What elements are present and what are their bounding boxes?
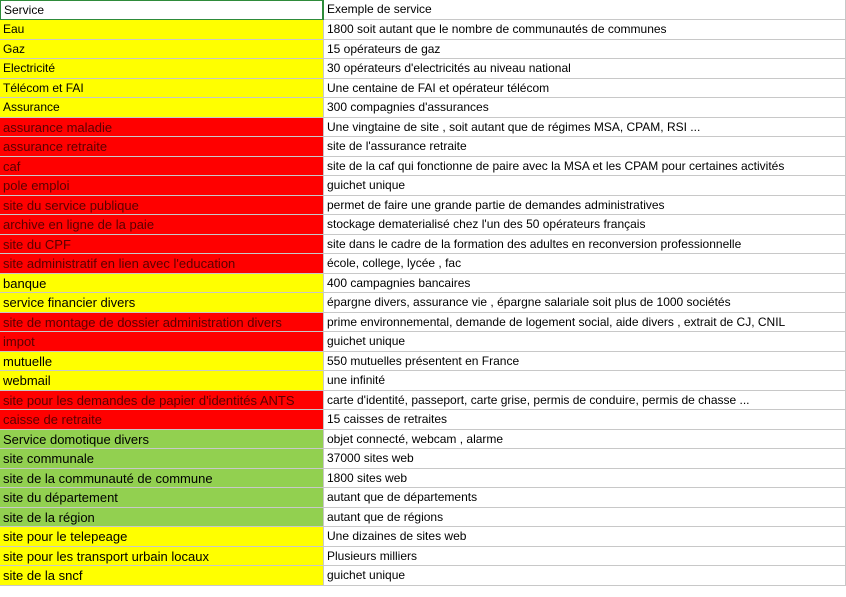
example-cell[interactable]: autant que de régions <box>324 508 846 528</box>
service-cell[interactable]: site du département <box>0 488 324 508</box>
example-cell[interactable]: 15 opérateurs de gaz <box>324 40 846 60</box>
table-row <box>0 527 846 547</box>
service-cell[interactable]: webmail <box>0 371 324 391</box>
table-row <box>0 313 846 333</box>
table-row <box>0 410 846 430</box>
table-row <box>0 449 846 469</box>
service-cell[interactable]: assurance maladie <box>0 118 324 138</box>
example-cell[interactable]: 550 mutuelles présentent en France <box>324 352 846 372</box>
example-cell[interactable]: 1800 sites web <box>324 469 846 489</box>
service-cell[interactable]: site pour le telepeage <box>0 527 324 547</box>
service-cell[interactable]: Gaz <box>0 40 324 60</box>
table-row <box>0 332 846 352</box>
service-cell[interactable]: mutuelle <box>0 352 324 372</box>
example-cell[interactable]: une infinité <box>324 371 846 391</box>
table-row <box>0 215 846 235</box>
example-cell[interactable]: permet de faire une grande partie de demandes administratives <box>324 196 846 216</box>
table-row <box>0 59 846 79</box>
table-row <box>0 254 846 274</box>
table-row <box>0 118 846 138</box>
example-cell[interactable]: guichet unique <box>324 332 846 352</box>
table-row <box>0 137 846 157</box>
table-row <box>0 157 846 177</box>
example-cell[interactable]: guichet unique <box>324 566 846 586</box>
service-cell[interactable]: site du service publique <box>0 196 324 216</box>
table-row <box>0 469 846 489</box>
table-row <box>0 196 846 216</box>
service-cell[interactable]: site de montage de dossier administration divers <box>0 313 324 333</box>
service-cell[interactable]: site du CPF <box>0 235 324 255</box>
example-cell[interactable]: 400 campagnies bancaires <box>324 274 846 294</box>
table-body <box>0 20 846 586</box>
service-cell[interactable]: pole emploi <box>0 176 324 196</box>
example-cell[interactable]: Une dizaines de sites web <box>324 527 846 547</box>
header-cell-service[interactable]: Service <box>0 0 324 20</box>
example-cell[interactable]: 15 caisses de retraites <box>324 410 846 430</box>
table-row <box>0 79 846 99</box>
table-row <box>0 547 846 567</box>
service-cell[interactable]: banque <box>0 274 324 294</box>
table-row <box>0 371 846 391</box>
example-cell[interactable]: prime environnemental, demande de logement social, aide divers , extrait de CJ, CNIL <box>324 313 846 333</box>
table-row <box>0 391 846 411</box>
example-cell[interactable]: Une centaine de FAI et opérateur télécom <box>324 79 846 99</box>
example-cell[interactable]: stockage dematerialisé chez l'un des 50 opérateurs français <box>324 215 846 235</box>
service-cell[interactable]: site de la sncf <box>0 566 324 586</box>
table-row <box>0 274 846 294</box>
service-cell[interactable]: archive en ligne de la paie <box>0 215 324 235</box>
service-cell[interactable]: Eau <box>0 20 324 40</box>
service-cell[interactable]: Télécom et FAI <box>0 79 324 99</box>
service-cell[interactable]: site administratif en lien avec l'education <box>0 254 324 274</box>
table-row <box>0 430 846 450</box>
table-row <box>0 235 846 255</box>
table-row <box>0 20 846 40</box>
example-cell[interactable]: épargne divers, assurance vie , épargne salariale soit plus de 1000 sociétés <box>324 293 846 313</box>
table-row <box>0 98 846 118</box>
service-cell[interactable]: site de la région <box>0 508 324 528</box>
example-cell[interactable]: guichet unique <box>324 176 846 196</box>
example-cell[interactable]: 1800 soit autant que le nombre de communautés de communes <box>324 20 846 40</box>
example-cell[interactable]: école, college, lycée , fac <box>324 254 846 274</box>
example-cell[interactable]: site de l'assurance retraite <box>324 137 846 157</box>
table-row <box>0 488 846 508</box>
service-cell[interactable]: Electricité <box>0 59 324 79</box>
header-row <box>0 0 846 20</box>
service-cell[interactable]: site communale <box>0 449 324 469</box>
example-cell[interactable]: 37000 sites web <box>324 449 846 469</box>
example-cell[interactable]: objet connecté, webcam , alarme <box>324 430 846 450</box>
service-cell[interactable]: caisse de retraite <box>0 410 324 430</box>
service-cell[interactable]: site de la communauté de commune <box>0 469 324 489</box>
example-cell[interactable]: autant que de départements <box>324 488 846 508</box>
example-cell[interactable]: site de la caf qui fonctionne de paire avec la MSA et les CPAM pour certaines activités <box>324 157 846 177</box>
example-cell[interactable]: site dans le cadre de la formation des adultes en reconversion professionnelle <box>324 235 846 255</box>
table-row <box>0 293 846 313</box>
example-cell[interactable]: Plusieurs milliers <box>324 547 846 567</box>
example-cell[interactable]: 300 compagnies d'assurances <box>324 98 846 118</box>
service-cell[interactable]: site pour les demandes de papier d'identités ANTS <box>0 391 324 411</box>
service-cell[interactable]: Service domotique divers <box>0 430 324 450</box>
table-row <box>0 566 846 586</box>
example-cell[interactable]: carte d'identité, passeport, carte grise, permis de conduire, permis de chasse ... <box>324 391 846 411</box>
service-cell[interactable]: assurance retraite <box>0 137 324 157</box>
service-cell[interactable]: service financier divers <box>0 293 324 313</box>
table-row <box>0 352 846 372</box>
service-cell[interactable]: caf <box>0 157 324 177</box>
table-row <box>0 508 846 528</box>
service-cell[interactable]: site pour les transport urbain locaux <box>0 547 324 567</box>
service-cell[interactable]: Assurance <box>0 98 324 118</box>
example-cell[interactable]: Une vingtaine de site , soit autant que de régimes MSA, CPAM, RSI ... <box>324 118 846 138</box>
example-cell[interactable]: 30 opérateurs d'electricités au niveau national <box>324 59 846 79</box>
table-row <box>0 40 846 60</box>
service-cell[interactable]: impot <box>0 332 324 352</box>
header-cell-example[interactable]: Exemple de service <box>324 0 846 20</box>
table-row <box>0 176 846 196</box>
